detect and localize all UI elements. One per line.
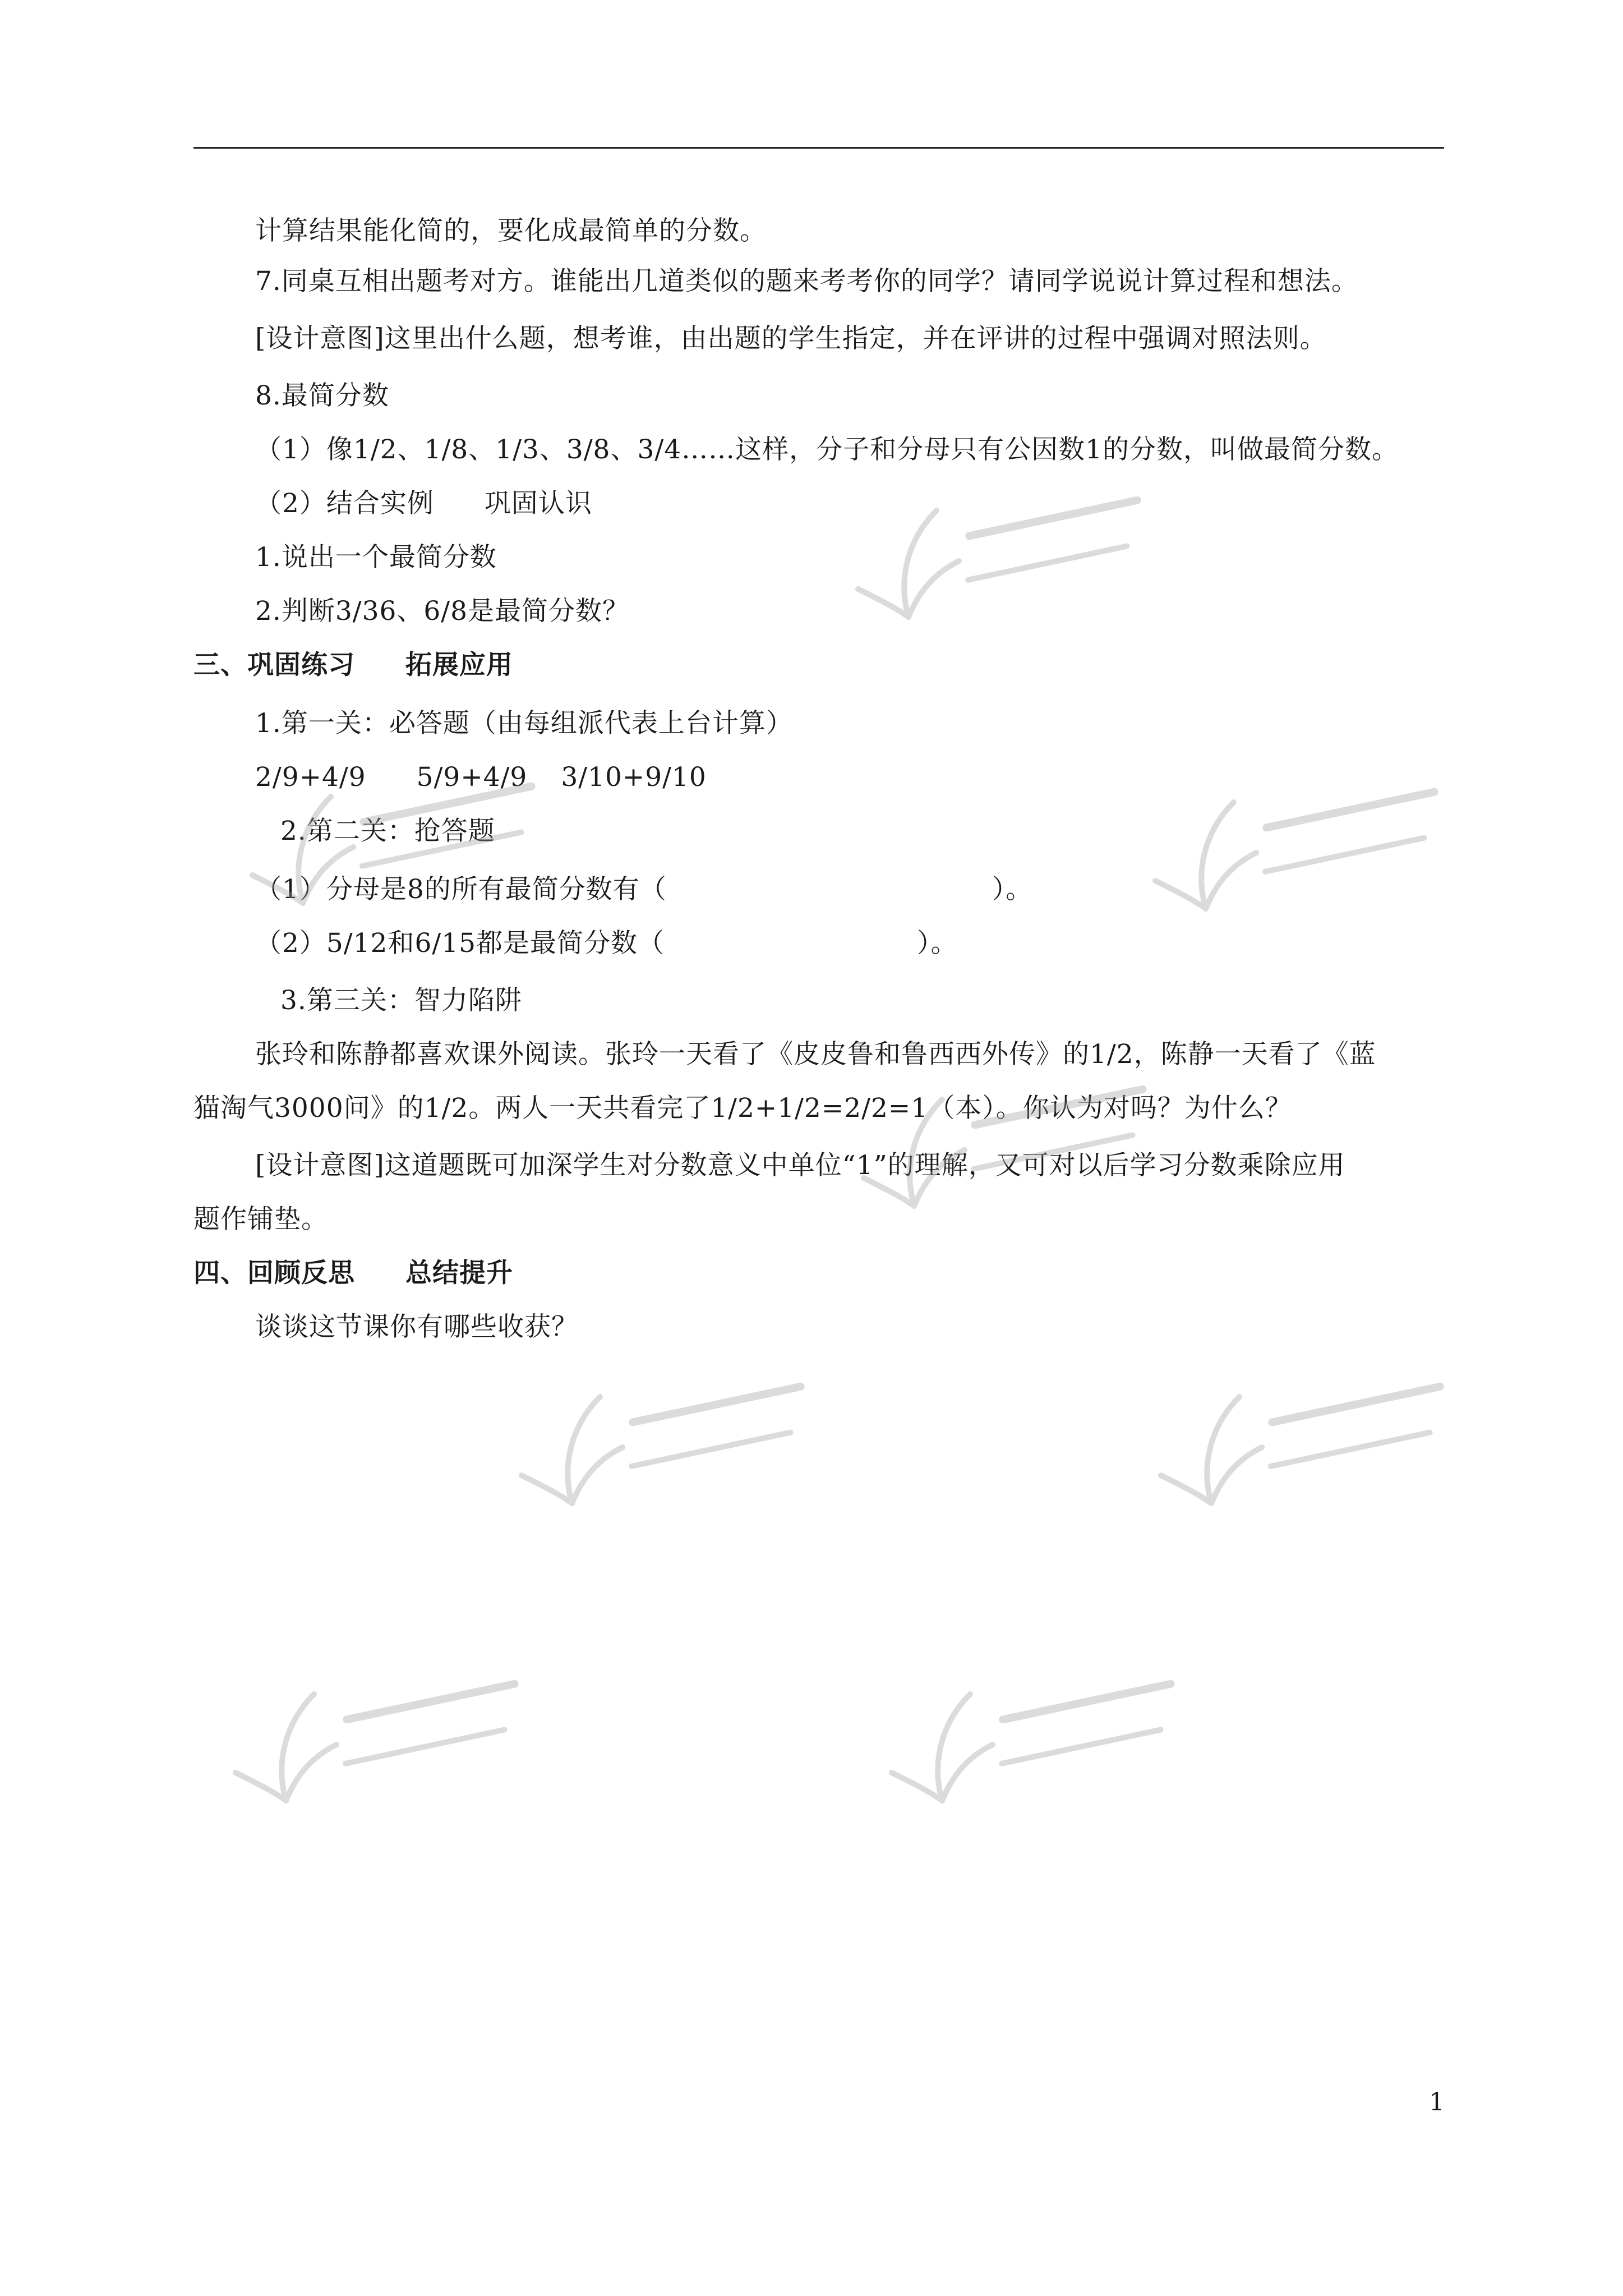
text-segment: （1）分母是8的所有最简分数有（ — [255, 874, 667, 905]
math-expression: 2/9+4/9 — [255, 762, 366, 793]
math-expression: 5/9+4/9 — [416, 762, 528, 793]
math-expression: 3/10+9/10 — [561, 762, 707, 793]
text-line: [设计意图]这道题既可加深学生对分数意义中单位“1”的理解，又可对以后学习分数乘除应用 — [255, 1150, 1345, 1181]
text-line: 张玲和陈静都喜欢课外阅读。张玲一天看了《皮皮鲁和鲁西西外传》的1/2，陈静一天看了《蓝 — [255, 1039, 1376, 1070]
text-line: 谈谈这节课你有哪些收获？ — [255, 1312, 578, 1342]
watermark-logo — [858, 1677, 1206, 1834]
text-line: （1）像1/2、1/8、1/3、3/8、3/4……这样，分子和分母只有公因数1的分数，叫做最简分数。 — [255, 434, 1399, 465]
page-number: 1 — [1429, 2088, 1445, 2116]
watermark-logo — [1127, 1380, 1475, 1537]
text-segment: 巩固认识 — [484, 488, 592, 519]
section-heading — [193, 1257, 513, 1290]
heading-segment: 三、巩固练习 — [193, 650, 355, 680]
section-heading — [193, 648, 513, 682]
text-line: 3.第三关：智力陷阱 — [280, 985, 522, 1016]
watermark-logo — [1122, 785, 1469, 942]
text-line — [255, 487, 592, 521]
text-segment: （2）5/12和6/15都是最简分数（ — [255, 928, 665, 959]
feather-logo-icon — [858, 1677, 1206, 1834]
header-rule — [193, 147, 1444, 149]
heading-segment: 四、回顾反思 — [193, 1258, 355, 1289]
watermark-logo — [824, 494, 1172, 651]
heading-segment: 总结提升 — [405, 1258, 513, 1289]
feather-logo-icon — [202, 1677, 550, 1834]
text-line: 猫淘气3000问》的1/2。两人一天共看完了1/2+1/2=2/2=1（本）。你认为对吗？为什么？ — [193, 1093, 1292, 1124]
text-line: [设计意图]这里出什么题，想考谁，由出题的学生指定，并在评讲的过程中强调对照法则。 — [255, 323, 1327, 354]
text-line: 2.第二关：抢答题 — [280, 816, 495, 846]
text-line: 8.最简分数 — [255, 380, 389, 411]
watermark-logo — [202, 1677, 550, 1834]
text-segment: ）。 — [917, 928, 958, 959]
text-line: 计算结果能化简的，要化成最简单的分数。 — [255, 215, 767, 246]
watermark-logo — [488, 1380, 836, 1537]
text-line: 1.第一关：必答题（由每组派代表上台计算） — [255, 708, 793, 739]
text-line: 2.判断3/36、6/8是最简分数？ — [255, 596, 630, 627]
feather-logo-icon — [1127, 1380, 1475, 1537]
watermark-logo — [830, 1083, 1178, 1240]
feather-logo-icon — [830, 1083, 1178, 1240]
feather-logo-icon — [1122, 785, 1469, 942]
text-line: 题作铺垫。 — [193, 1204, 328, 1235]
text-line: 7.同桌互相出题考对方。谁能出几道类似的题来考考你的同学？请同学说说计算过程和想法。 — [255, 266, 1358, 297]
heading-segment: 拓展应用 — [405, 650, 513, 680]
feather-logo-icon — [219, 780, 566, 937]
text-segment: （2）结合实例 — [255, 488, 434, 519]
text-line: 1.说出一个最简分数 — [255, 542, 497, 573]
feather-logo-icon — [488, 1380, 836, 1537]
watermark-logo — [219, 780, 566, 937]
feather-logo-icon — [824, 494, 1172, 651]
text-segment: ）。 — [992, 874, 1033, 905]
